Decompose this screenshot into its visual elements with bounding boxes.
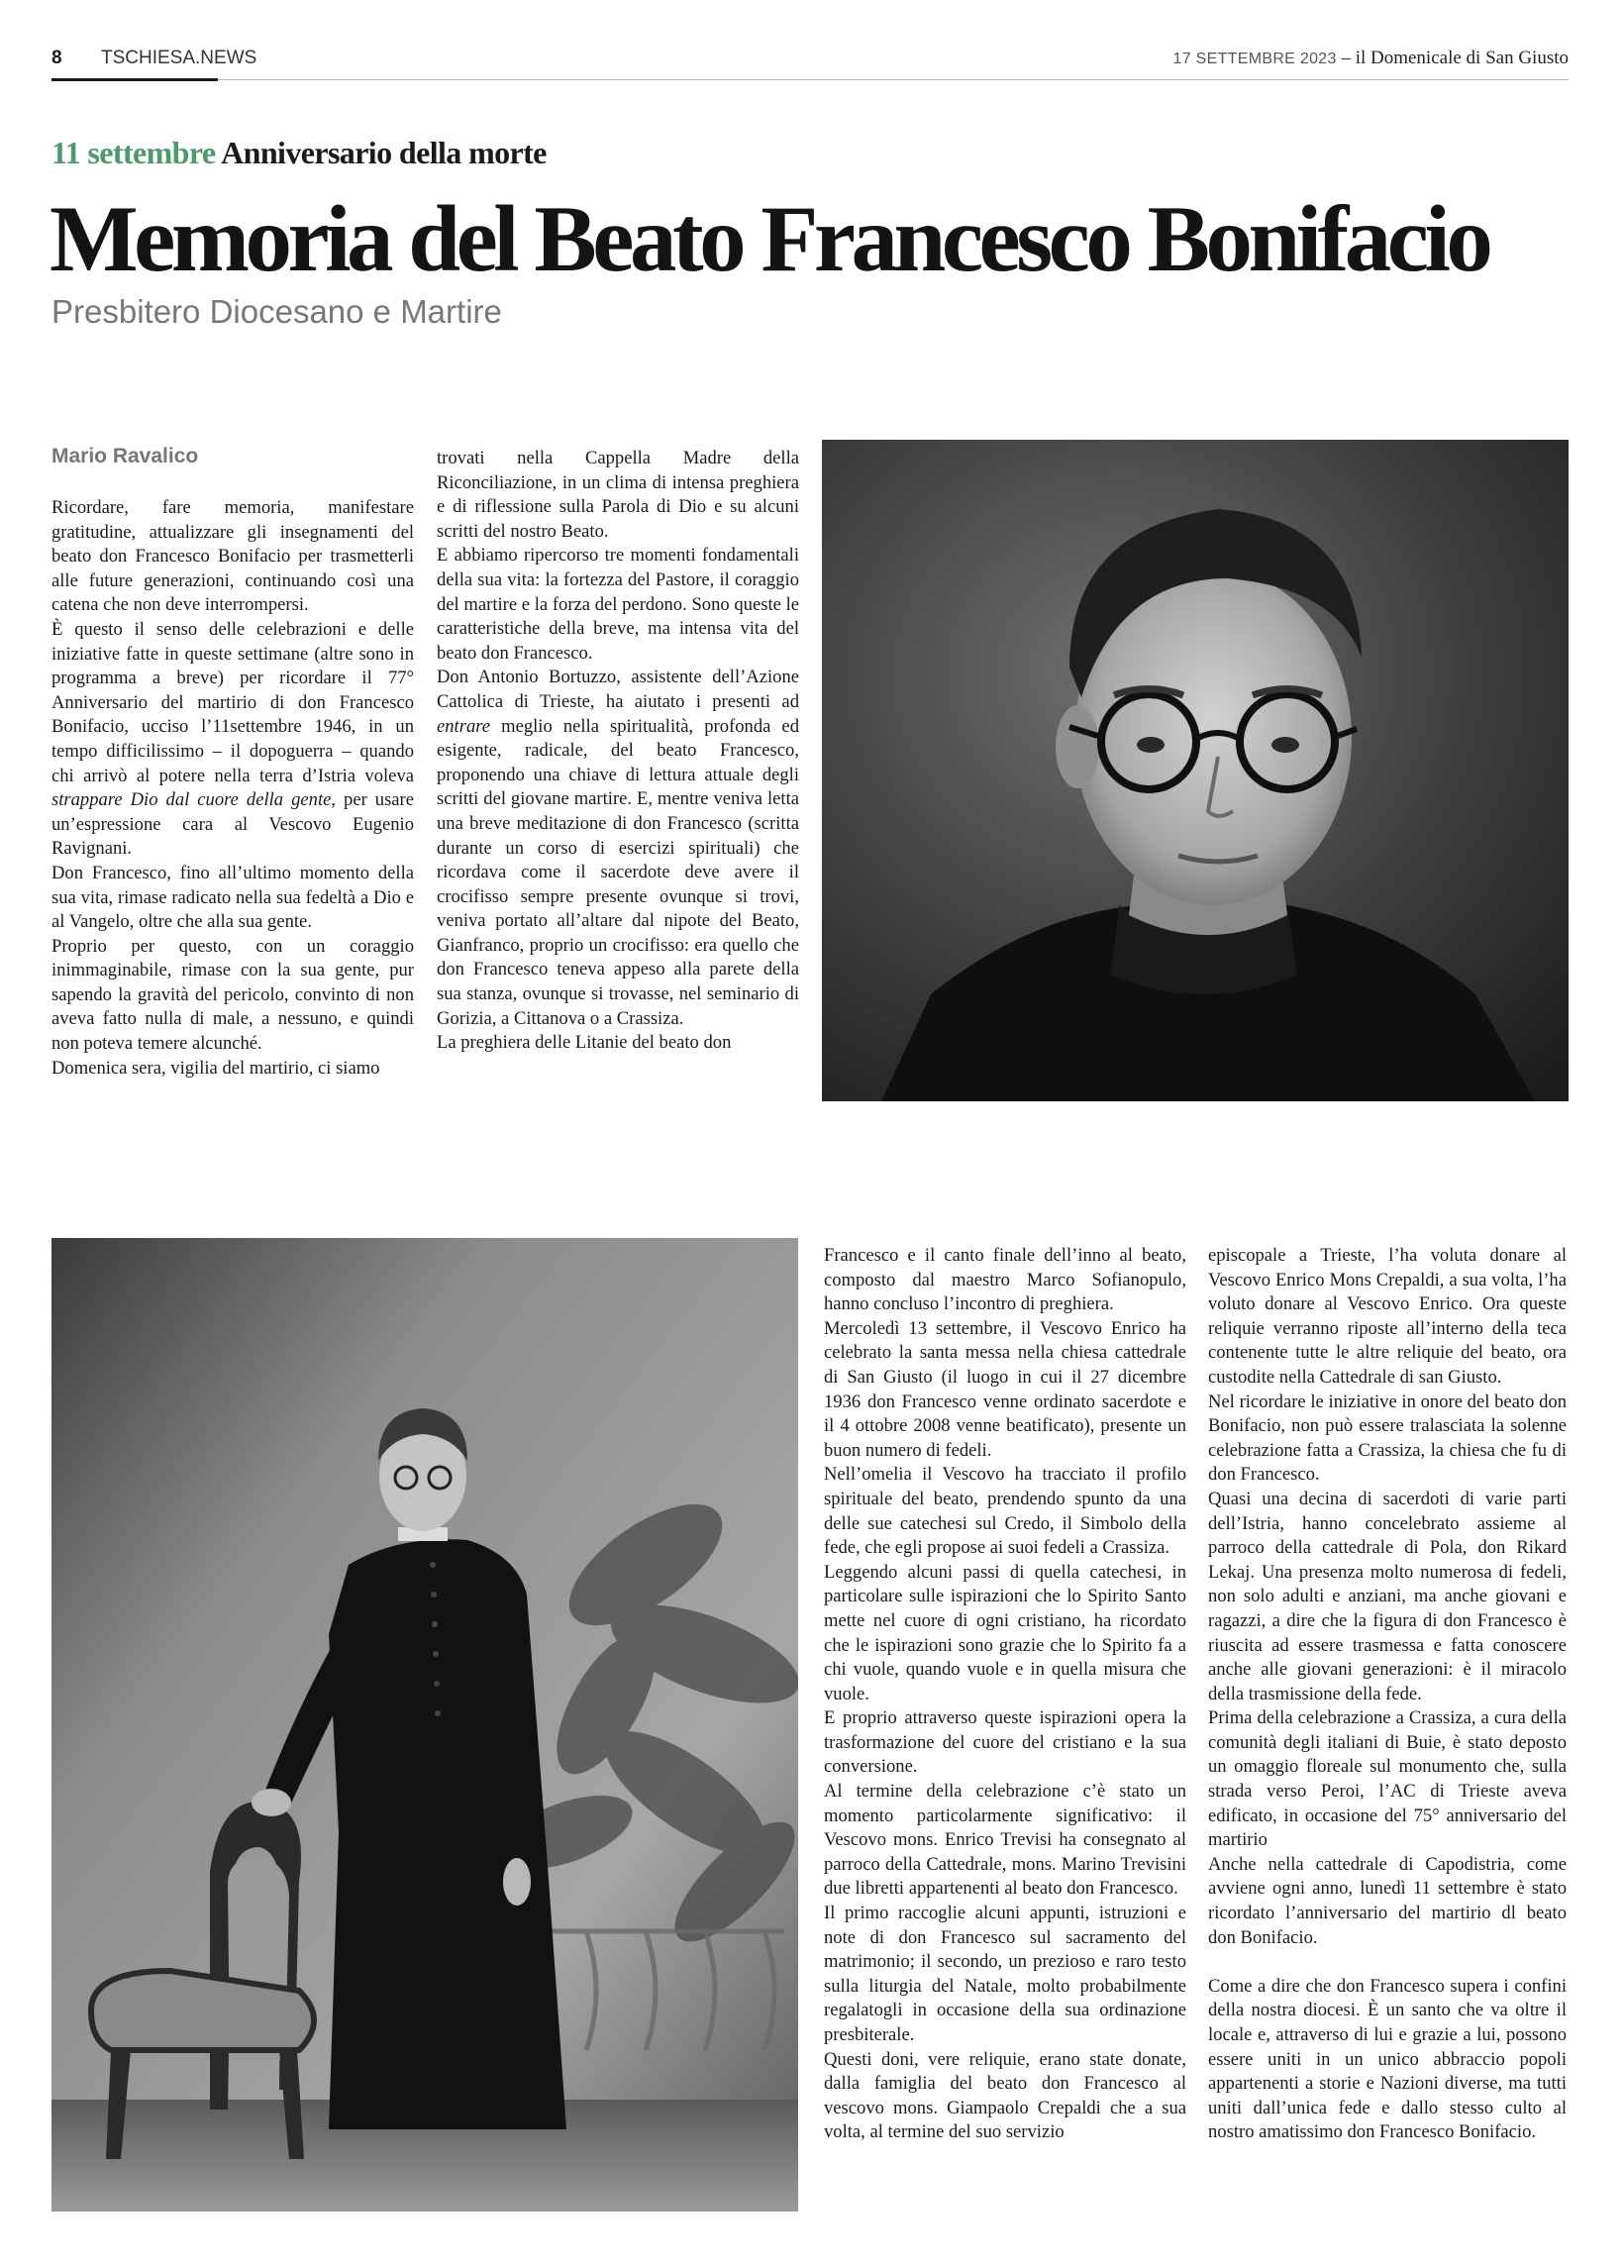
paragraph: E proprio attraverso queste ispirazioni opera la trasformazione del cuore del cristiano e la sua conversione. <box>824 1707 1186 1778</box>
issue-date: 17 SETTEMBRE 2023 <box>1172 51 1337 67</box>
paragraph: Nel ricordare le iniziative in onore del beato don Bonifacio, non può essere tralasciata la solenne celebrazione fatta a Crassiza, la chiesa che fu di don Francesco. <box>1208 1391 1567 1486</box>
article-kicker <box>51 135 547 171</box>
kicker-date: 11 settembre <box>51 135 216 170</box>
paragraph: trovati nella Cappella Madre della Riconciliazione, in un clima di intensa preghiera e di riflessione sulla Parola di Dio e su alcuni scritti del nostro Beato. <box>437 448 799 542</box>
portrait-illustration <box>822 440 1569 1101</box>
text-run: , per usare un’espressione cara al Vescovo Eugenio Ravignani. <box>51 789 414 860</box>
paragraph: Domenica sera, vigilia del martirio, ci siamo <box>51 1057 380 1079</box>
paragraph: Proprio per questo, con un coraggio inimmaginabile, rimase con la sua gente, pur sapendo la gravità del pericolo, convinto di non aveva fatto nulla di male, a nessuno, e quindi non poteva temere alcunché. <box>51 935 414 1055</box>
full-length-photo <box>51 1238 798 2212</box>
portrait-photo <box>822 440 1569 1101</box>
paragraph: Come a dire che don Francesco supera i confini della nostra diocesi. È un santo che va oltre il locale e, attraverso di lui e grazie a lui, possono essere uniti in un unico abbraccio popoli appartenenti a storie e Nazioni diverse, ma tutti uniti dall’unica fede e dallo stesso culto al nostro amatissimo don Francesco Bonifacio. <box>1208 1975 1567 2143</box>
text-run: Don Antonio Bortuzzo, assistente dell’Azione Cattolica di Trieste, ha aiutato i presenti ad <box>437 667 799 712</box>
paragraph: Mercoledì 13 settembre, il Vescovo Enrico ha celebrato la santa messa nella chiesa cattedrale di San Giusto (il luogo in cui il 27 dicembre 1936 don Francesco venne ordinato sacerdote e il 4 ottobre 2008 venne beatificato), presente un buon numero di fedeli. <box>824 1317 1186 1461</box>
paragraph: Leggendo alcuni passi di quella catechesi, in particolare sulle ispirazioni che lo Spirito Santo mette nel cuore di ogni cristiano, ha ricordato che le ispirazioni sono grazie che lo Spirito fa a chi vuole, quando vuole e in quella misura che vuole. <box>824 1561 1186 1704</box>
paragraph: E abbiamo ripercorso tre momenti fondamentali della sua vita: la fortezza del Pastore, il coraggio del martire e la forza del perdono. Sono queste le caratteristiche della breve, ma intensa vita del beato don Francesco. <box>437 545 799 664</box>
paragraph: Anche nella cattedrale di Capodistria, come avviene ogni anno, lunedì 11 settembre è stato ricordato l’anniversario del martirio dl beato don Bonifacio. <box>1208 1853 1567 1948</box>
header-issue-info <box>1173 48 1569 69</box>
paragraph: Al termine della celebrazione c’è stato un momento particolarmente significativo: il Vescovo mons. Enrico Trevisi ha consegnato al parroco della Cattedrale, mons. Marino Trevisini due libretti appartenenti al beato don Francesco. <box>824 1781 1186 1900</box>
article-subtitle: Presbitero Diocesano e Martire <box>51 293 502 330</box>
emphasis-text: strappare Dio dal cuore della gente <box>51 789 332 811</box>
paragraph: La preghiera delle Litanie del beato don <box>437 1032 732 1054</box>
text-column-4 <box>1208 1244 1567 2145</box>
article-author: Mario Ravalico <box>51 445 199 467</box>
paragraph: Prima della celebrazione a Crassiza, a cura della comunità degli italiani di Buie, è stato deposto un omaggio floreale sul monumento che, sulla strada verso Peroi, l’AC di Trieste aveva edificato, in occasione del 75° anniversario del martirio <box>1208 1707 1567 1851</box>
paragraph <box>51 618 414 862</box>
text-run: È questo il senso delle celebrazioni e delle iniziative fatte in queste settimane (altre sono in programma a breve) per ricordare il 77° Anniversario del martirio di don Francesco Bonifacio, ucciso l’11settembre 1946, in un tempo difficilissimo – il dopoguerra – quando chi arrivò al potere nella terra d’Istria voleva <box>51 618 414 786</box>
paragraph <box>437 666 799 1031</box>
site-name[interactable]: TSCHIESA.NEWS <box>101 48 257 68</box>
page-number: 8 <box>51 48 62 68</box>
paragraph: Nell’omelia il Vescovo ha tracciato il profilo spirituale del beato, prendendo spunto da una delle sue catechesi sul Credo, il Simbolo della fede, che egli propose ai suoi fedeli a Crassiza. <box>824 1464 1186 1559</box>
header-separator: – <box>1336 48 1356 68</box>
paragraph: Don Francesco, fino all’ultimo momento della sua vita, rimase radicato nella sua fedeltà a Dio e al Vangelo, oltre che alla sua gente. <box>51 862 414 933</box>
paragraph: Quasi una decina di sacerdoti di varie parti dell’Istria, hanno concelebrato assieme al parroco della cattedrale di Pola, don Rikard Lekaj. Una presenza molto numerosa di fedeli, non solo adulti e anziani, ma anche giovani e ragazzi, a dire che la figura di don Francesco è riuscita ad essere trasmessa e fatta conoscere anche alle giovani generazioni: è il miracolo della trasmissione della fede. <box>1208 1488 1567 1704</box>
header-accent-rule <box>51 78 218 81</box>
text-column-1 <box>51 496 414 1081</box>
paragraph: episcopale a Trieste, l’ha voluta donare al Vescovo Enrico Mons Crepaldi, a sua volta, l’ha voluto donare al Vescovo Enrico. Ora queste reliquie verranno riposte all’interno della teca contenente tutte le altre reliquie del beato, ora custodite nella Cattedrale di san Giusto. <box>1208 1245 1567 1388</box>
text-run: meglio nella spiritualità, profonda ed esigente, radicale, del beato Francesco, proponendo una chiave di lettura attuale degli scritti del giovane martire. E, mentre veniva letta una breve meditazione di don Francesco (scritta durante un corso di esercizi spirituali) che ricordava come il sacerdote deve avere il crocifisso sempre presente ovunque si trovi, veniva portato all’altare dal nipote del Beato, Gianfranco, proprio un crocifisso: era quello che don Francesco teneva appeso alla parete della sua stanza, ovunque si trovasse, nel seminario di Gorizia, a Cittanova o a Crassiza. <box>437 715 799 1029</box>
paragraph: Ricordare, fare memoria, manifestare gratitudine, attualizzare gli insegnamenti del beato don Francesco Bonifacio per trasmetterli alle future generazioni, continuando così una catena che non deve interrompersi. <box>51 497 414 616</box>
kicker-text: Anniversario della morte <box>221 135 547 170</box>
article-title: Memoria del Beato Francesco Bonifacio <box>50 186 1489 291</box>
paragraph: Il primo raccoglie alcuni appunti, istruzioni e note di don Francesco sul sacramento del matrimonio; il secondo, un prezioso e raro testo sulla liturgia del Natale, molto probabilmente regalatogli in occasione della sua ordinazione presbiterale. <box>824 1903 1186 2045</box>
publication-name: il Domenicale di San Giusto <box>1355 48 1569 68</box>
paragraph: Questi doni, vere reliquie, erano state donate, dalla famiglia del beato don Francesco al vescovo mons. Giampaolo Crepaldi che a sua volta, al termine del suo servizio <box>824 2048 1186 2143</box>
standing-priest-illustration <box>51 1238 798 2212</box>
paragraph: Francesco e il canto finale dell’inno al beato, composto dal maestro Marco Sofianopulo, hanno concluso l’incontro di preghiera. <box>824 1245 1186 1315</box>
emphasis-text: entrare <box>437 715 491 737</box>
text-column-2 <box>437 447 799 1056</box>
text-column-3 <box>824 1244 1186 2145</box>
